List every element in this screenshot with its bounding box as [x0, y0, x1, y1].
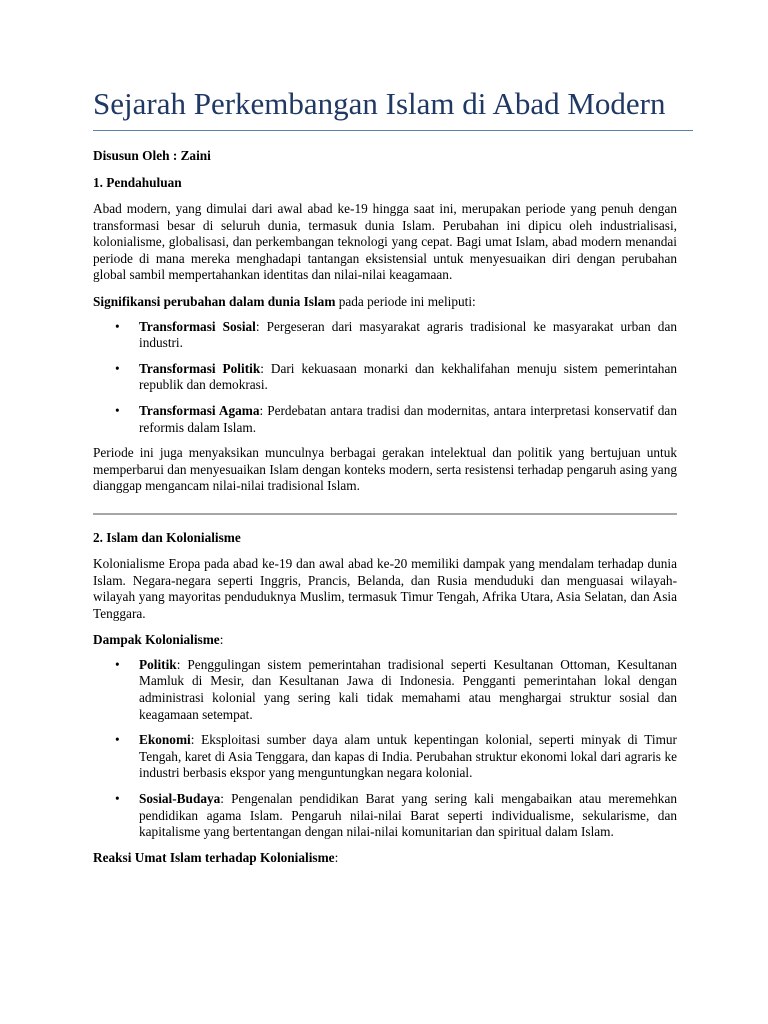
bullet-text: : Pergeseran dari masyarakat agraris tradisional ke masyarakat urban dan industri.	[139, 318, 677, 351]
section-divider	[93, 513, 677, 515]
bullet-term: Politik	[139, 656, 177, 672]
list-item	[93, 657, 677, 723]
document-title: Sejarah Perkembangan Islam di Abad Modern	[93, 86, 666, 121]
bullet-term: Sosial-Budaya	[139, 791, 221, 807]
bullet-icon: •	[115, 360, 120, 376]
list-item	[93, 791, 677, 841]
section1-heading: 1. Pendahuluan	[93, 175, 182, 190]
bullet-icon: •	[115, 732, 120, 748]
bullet-text: : Perdebatan antara tradisi dan modernitas, antara interpretasi konservatif dan reformis dalam Islam.	[139, 402, 677, 435]
bullet-term: Transformasi Agama	[139, 402, 260, 418]
section2-heading: 2. Islam dan Kolonialisme	[93, 529, 241, 545]
section1-lead-bold: Signifikansi perubahan dalam dunia Islam	[93, 293, 336, 309]
section1-intro: Abad modern, yang dimulai dari awal abad ke-19 hingga saat ini, merupakan periode yang penuh dengan transformasi besar di seluruh dunia, termasuk dunia Islam. Perubahan ini dipicu oleh industrialisasi, kolonialisme, globalisasi, dan perkembangan teknologi yang cepat. Bagi umat Islam, abad modern menandai periode di mana mereka menghadapi tantangan eksistensial untuk menyesuaikan diri dengan perubahan global sambil mempertahankan identitas dan nilai-nilai keagamaan.	[93, 201, 677, 283]
section2-impact-bold: Dampak Kolonialisme	[93, 632, 220, 648]
bullet-text: : Penggulingan sistem pemerintahan tradisional seperti Kesultanan Ottoman, Kesultanan Mamluk di Mesir, dan Kesultanan Jawa di Indonesia. Pengganti pemerintahan lokal dengan administrasi kolonial yang sering kali tidak memahami atau menghargai struktur sosial dan keagamaan setempat.	[139, 656, 677, 722]
bullet-term: Ekonomi	[139, 732, 191, 748]
bullet-icon: •	[115, 791, 120, 807]
section2-reaction-bold: Reaksi Umat Islam terhadap Kolonialisme	[93, 849, 335, 865]
list-item	[93, 361, 677, 394]
bullet-text: : Dari kekuasaan monarki dan kekhalifahan menuju sistem pemerintahan republik dan demokrasi.	[139, 360, 677, 393]
bullet-text: : Pengenalan pendidikan Barat yang sering kali mengabaikan atau meremehkan pendidikan agama Islam. Pengaruh nilai-nilai Barat seperti individualisme, sekularisme, dan kapitalisme yang bertentangan dengan nilai-nilai komunitarian dan spiritual dalam Islam.	[139, 791, 677, 840]
section2-bullet-list	[93, 657, 677, 841]
section2-reaction-rest: :	[334, 849, 339, 865]
bullet-term: Transformasi Politik	[139, 360, 261, 376]
section2-impact-rest: :	[219, 632, 224, 648]
section1-lead	[93, 294, 677, 311]
section2-intro: Kolonialisme Eropa pada abad ke-19 dan awal abad ke-20 memiliki dampak yang mendalam terhadap dunia Islam. Negara-negara seperti Inggris, Prancis, Belanda, dan Rusia menduduki dan menguasai wilayah-wilayah yang mayoritas penduduknya Muslim, termasuk Timur Tengah, Afrika Utara, Asia Selatan, dan Asia Tenggara.	[93, 555, 677, 621]
list-item	[93, 403, 677, 436]
bullet-icon: •	[115, 318, 120, 334]
author-line: Disusun Oleh : Zaini	[93, 148, 211, 163]
section1-bullet-list	[93, 319, 677, 437]
section2-impact-lead	[93, 632, 677, 649]
bullet-text: : Eksploitasi sumber daya alam untuk kepentingan kolonial, seperti minyak di Timur Tengah, karet di Asia Tenggara, dan kapas di India. Perubahan struktur ekonomi lokal dari agraris ke industri berbasis ekspor yang menguntungkan negara kolonial.	[139, 732, 677, 781]
bullet-term: Transformasi Sosial	[139, 318, 256, 334]
section1-lead-rest: pada periode ini meliputi:	[335, 293, 476, 309]
title-divider	[93, 130, 693, 131]
section1-closing: Periode ini juga menyaksikan munculnya berbagai gerakan intelektual dan politik yang bertujuan untuk memperbarui dan menyesuaikan Islam dengan konteks modern, serta resistensi terhadap pengaruh asing yang dianggap mengancam nilai-nilai tradisional Islam.	[93, 445, 677, 494]
section2-reaction-lead	[93, 850, 677, 867]
list-item	[93, 732, 677, 782]
document-page	[93, 86, 677, 866]
list-item	[93, 319, 677, 352]
bullet-icon: •	[115, 656, 120, 672]
bullet-icon: •	[115, 402, 120, 418]
